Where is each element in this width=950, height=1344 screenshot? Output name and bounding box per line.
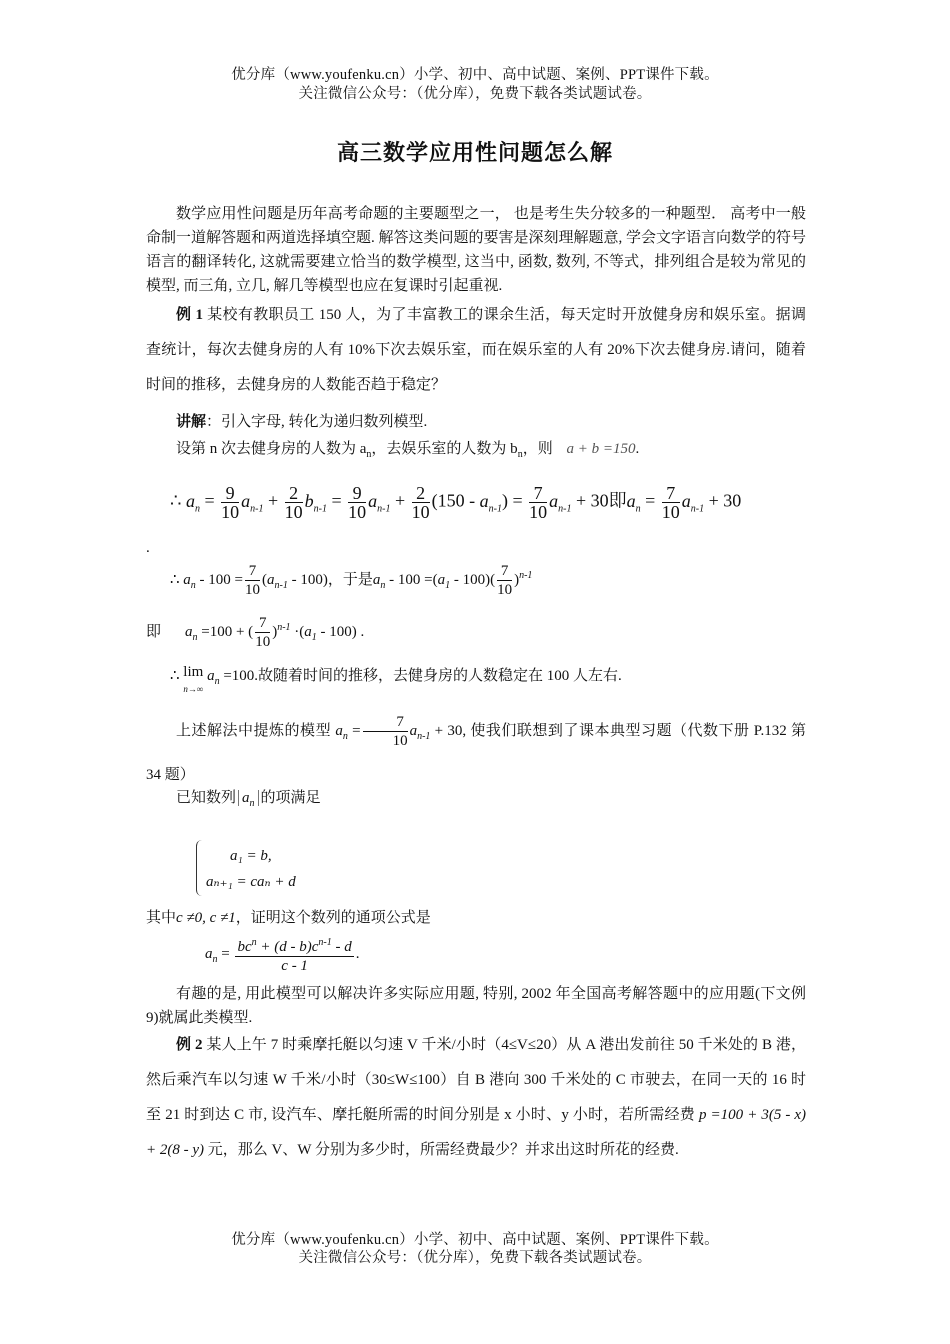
general-term: 即 $a_n =100$ + ( $\frac{7}{10}$ )$^{n-1} \cdot(a_1 - 100)$ . — [146, 615, 365, 650]
limit-line: ∴ lim n→∞ $a_n =100$.故随着时间的推移，去健身房的人数稳定在 100 人左右. — [170, 664, 622, 694]
header-line-1: 优分库（www.youfenku.cn）小学、初中、高中试题、案例、PPT课件下载。 — [231, 67, 719, 83]
period: . — [635, 441, 640, 457]
setup-text-3: ，则 — [522, 441, 553, 457]
known-text-2: 的项满足 — [260, 790, 321, 806]
example-2 — [146, 1028, 806, 1168]
solution-text: ：引入字母, 转化为递归数列模型. — [206, 414, 428, 430]
solution-label: 讲解 — [176, 414, 207, 430]
condition-line — [146, 906, 806, 930]
limit-text: .故随着时间的推移，去健身房的人数稳定在 100 人左右. — [254, 668, 622, 684]
sum-equation: a + b =150 — [566, 441, 636, 457]
interesting-paragraph: 有趣的是, 用此模型可以解决许多实际应用题, 特别, 2002 年全国高考解答题中的应用题(下文例 9)就属此类模型. — [146, 986, 806, 1026]
solution-1 — [146, 410, 806, 434]
footer-line-1: 优分库（www.youfenku.cn）小学、初中、高中试题、案例、PPT课件下载。 — [231, 1232, 719, 1248]
condition: c ≠0, c ≠1 — [176, 910, 236, 926]
model-text-1: 上述解法中提炼的模型 — [176, 723, 332, 739]
example-2-label: 例 2 — [176, 1037, 203, 1053]
system-eq-2: aₙ₊₁ = caₙ + d — [206, 874, 296, 890]
transform-equation: ∴ $a_n - 100$ = $\frac{7}{10}$ $(a_{n-1} - 100)$，于是$a_n - 100 =(a_1 - 100)$( $\frac{7}{10}$ )$^{n-1}$ — [170, 563, 533, 598]
example-2-tail: 元，那么 V、W 分别为多少时，所需经费最少？并求出这时所花的经费. — [204, 1142, 679, 1158]
known-text: 已知数列 — [176, 790, 237, 806]
header-line-2: 关注微信公众号：（优分库），免费下载各类试题试卷。 — [298, 86, 652, 102]
setup-line: 设第 n 次去健身房的人数为 $a_n$，去娱乐室的人数为 $b_n$，则 a + b =150. — [176, 441, 640, 460]
example-1-text: 某校有教职员工 150 人，为了丰富教工的课余生活，每天定时开放健身房和娱乐室。据调查统计，每次去健身房的人有 10%下次去娱乐室，而在娱乐室的人有 20%下次去健身房.请问，随着时间的推移，去健身房的人数能否趋于稳定？ — [146, 307, 806, 393]
recurrence-equation: ∴ $a_n$ = $\frac{9}{10}$ $a_{n-1}$ + $\frac{2}{10}$ $b_{n-1}$ = $\frac{9}{10}$ $a_{n-1}$ + $\frac{2}{10}$ $(150 - a_{n-1})$ = $\frac{7}{10}$ $a_{n-1} + 30$即$a_n$ = $\frac{7}{10}$ $a_{n-1} + 30$ — [170, 483, 742, 522]
where-text-2: ，证明这个数列的通项公式是 — [235, 910, 431, 926]
known-line: 已知数列 $a_n$ 的项满足 — [176, 790, 321, 809]
dot: . — [146, 540, 150, 556]
setup-text-2: ，去娱乐室的人数为 b — [371, 441, 518, 457]
system-eq-1: a₁ = b, — [230, 848, 272, 864]
ji-2: 即 — [146, 623, 162, 640]
then-text: ，于是 — [327, 571, 373, 588]
page-title: 高三数学应用性问题怎么解 — [336, 140, 613, 165]
example-1 — [146, 298, 806, 403]
cost-formula: p =100 + 3(5 - x) + 2(8 - y) — [146, 1107, 807, 1158]
setup-text-1: 设第 n 次去健身房的人数为 a — [176, 441, 367, 457]
system-brace — [196, 840, 205, 896]
ji-1: 即 — [608, 490, 627, 511]
intro-paragraph: 数学应用性问题是历年高考命题的主要题型之一， 也是考生失分较多的一种题型． 高考中一般命制一道解答题和两道选择填空题. 解答这类问题的要害是深刻理解题意, 学会文字语言向数学的符号语言的翻译转化, 这就需要建立恰当的数学模型, 这当中, 函数, 数列, 不等式，排列组合是较为常见的模型, 而三角, 立几, 解几等模型也应在复课时引起重视. — [146, 206, 807, 294]
model-text-2: , 使我们联想到了课本典型习题（代数下册 P.132 第 34 题） — [146, 723, 806, 783]
where-text-1: 其中 — [146, 910, 177, 926]
example-1-label: 例 1 — [176, 307, 203, 323]
footer-line-2: 关注微信公众号：（优分库），免费下载各类试题试卷。 — [298, 1250, 652, 1266]
example-2-text: 某人上午 7 时乘摩托艇以匀速 V 千米/小时（4≤V≤20）从 A 港出发前往 50 千米处的 B 港，然后乘汽车以匀速 W 千米/小时（30≤W≤100）自 B 港向 300 千米处的 C 市驶去，在同一天的 16 时至 21 时到达 C 市, 设汽车、摩托艇所需的时间分别是 x 小时、y 小时，若所需经费 — [146, 1037, 806, 1123]
model-paragraph: 上述解法中提炼的模型 $a_n$ = $\frac{7}{10}$ $a_{n-1} + 30$, 使我们联想到了课本典型习题（代数下册 P.132 第 34 题） — [146, 714, 806, 783]
closed-form: $a_n$ = $bc^n + (d - b)c^{n-1} - d$ c - 1 . — [205, 934, 605, 975]
